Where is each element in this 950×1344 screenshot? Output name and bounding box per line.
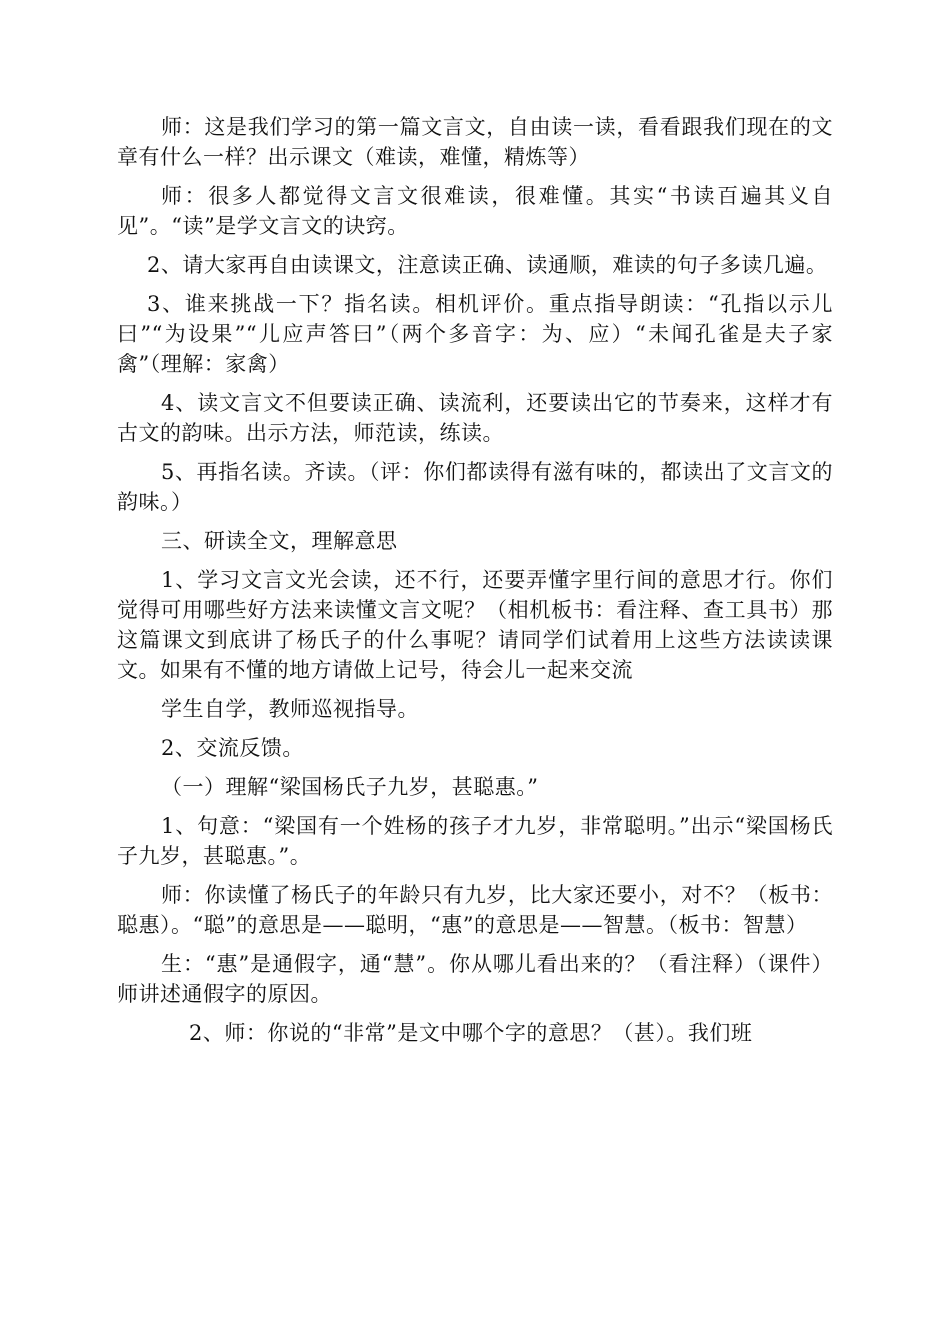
paragraph-feedback: 2、交流反馈。 (161, 736, 304, 760)
paragraph-teacher-age: 师：你读懂了杨氏子的年龄只有九岁，比大家还要小，对不？（板书：聪惠）。“聪”的意思是——聪明，“惠”的意思是——智慧。（板书：智慧） (117, 883, 833, 937)
paragraph-self-study: 学生自学，教师巡视指导。 (161, 697, 419, 721)
paragraph-step-4: 4、读文言文不但要读正确、读流利，还要读出它的节奏来，这样才有古文的韵味。出示方法，师范读，练读。 (117, 391, 833, 445)
subheading-understand-sentence: （一）理解“梁国杨氏子九岁，甚聪惠。” (161, 775, 539, 799)
paragraph-study-method: 1、学习文言文光会读，还不行，还要弄懂字里行间的意思才行。你们觉得可用哪些好方法来读懂文言文呢？（相机板书：看注释、查工具书）那这篇课文到底讲了杨氏子的什么事呢？请同学们试着用上这些方法读读课文。如果有不懂的地方请做上记号，待会儿一起来交流 (117, 568, 833, 682)
section-heading-3: 三、研读全文，理解意思 (161, 529, 398, 553)
paragraph-sentence-meaning: 1、句意：“梁国有一个姓杨的孩子才九岁，非常聪明。”出示“梁国杨氏子九岁，甚聪惠。”。 (117, 814, 833, 868)
paragraph-step-3: 3、谁来挑战一下？指名读。相机评价。重点指导朗读：“孔指以示儿曰”“为设果”“儿应声答曰”（两个多音字：为、应）“未闻孔雀是夫子家禽”（理解：家禽） (117, 292, 833, 376)
paragraph-step-5: 5、再指名读。齐读。（评：你们都读得有滋有味的，都读出了文言文的韵味。） (117, 460, 833, 514)
paragraph-step-2: 2、请大家再自由读课文，注意读正确、读通顺，难读的句子多读几遍。 (147, 253, 828, 277)
document-page (117, 112, 833, 1048)
paragraph-teacher-reading-secret: 师：很多人都觉得文言文很难读，很难懂。其实“书读百遍其义自见”。“读”是学文言文的诀窍。 (117, 184, 833, 238)
paragraph-teacher-intro: 师：这是我们学习的第一篇文言文，自由读一读，看看跟我们现在的文章有什么一样？出示课文（难读，难懂，精炼等） (117, 115, 833, 169)
paragraph-teacher-very: 2、师：你说的“非常”是文中哪个字的意思？（甚）。我们班 (189, 1021, 753, 1045)
paragraph-student-loan-char: 生：“惠”是通假字，通“慧”。你从哪儿看出来的？（看注释）（课件）师讲述通假字的原因。 (117, 952, 833, 1006)
